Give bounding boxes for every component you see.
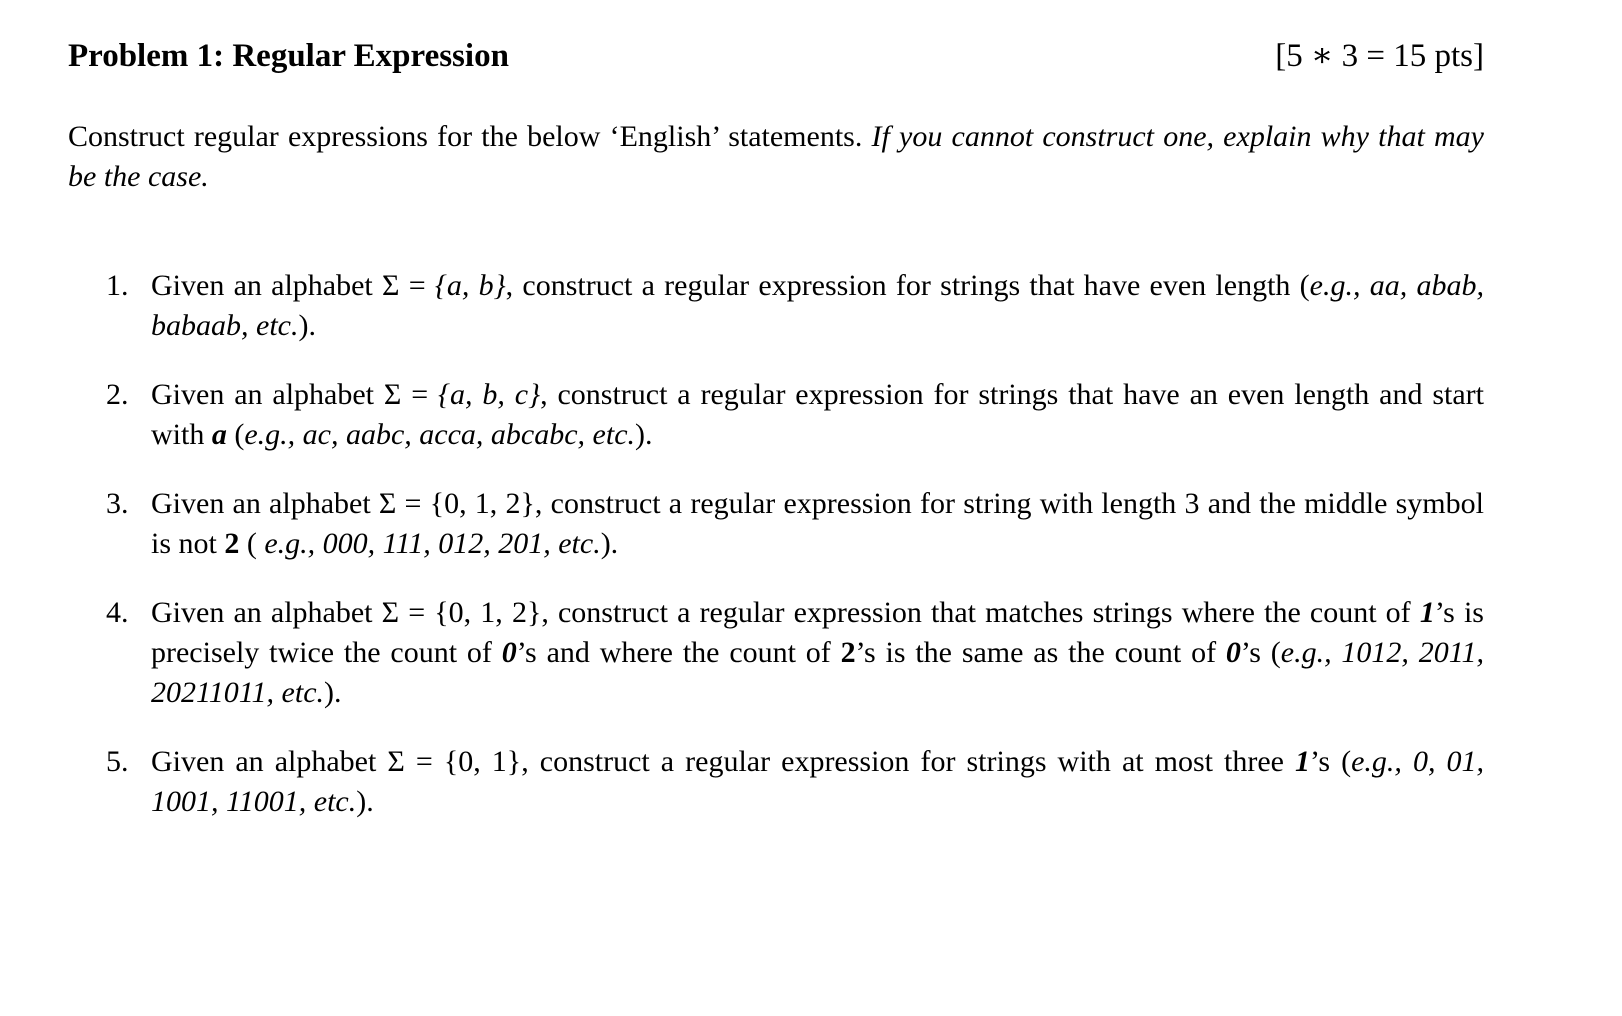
question-body-5: ’s ( <box>1240 636 1281 669</box>
question-item <box>68 375 1484 455</box>
question-example: e.g., 000, 111, 012, 201, etc. <box>264 527 601 560</box>
instructions <box>68 117 1484 197</box>
question-body-2: ’s is precisely twice the count of <box>151 596 1484 669</box>
bold-symbol: 2 <box>224 527 240 560</box>
question-body: , construct a regular expression for strings with at most three <box>521 745 1296 778</box>
question-prefix: Given an alphabet Σ = <box>151 596 435 629</box>
points-label: [5 ∗ 3 = 15 pts] <box>1275 38 1484 74</box>
question-list <box>68 266 1484 851</box>
question-item <box>68 742 1484 822</box>
alphabet-set: {0, 1, 2} <box>429 487 535 520</box>
question-prefix: Given an alphabet Σ = <box>151 269 435 302</box>
question-example: e.g., 0, 01, 1001, 11001, etc. <box>151 745 1484 818</box>
question-body: , construct a regular expression for strings that have an even length and start with <box>151 378 1484 451</box>
question-prefix: Given an alphabet Σ = <box>151 487 430 520</box>
question-example: e.g., ac, aabc, acca, abcabc, etc. <box>244 418 636 451</box>
document-page <box>68 0 1484 1016</box>
question-end: ). <box>324 676 342 709</box>
question-body-3: ’s and where the count of <box>516 636 841 669</box>
question-number: 1. <box>106 269 129 302</box>
alphabet-set: {0, 1} <box>443 745 522 778</box>
question-example: e.g., 1012, 2011, 20211011, etc. <box>151 636 1485 709</box>
question-number: 3. <box>106 487 129 520</box>
question-body-4: ’s is the same as the count of <box>855 636 1226 669</box>
instructions-emphasis: If you cannot construct one, explain why that may be the case. <box>68 120 1484 193</box>
question-end: ). <box>600 527 619 560</box>
question-end: ). <box>356 785 374 818</box>
question-body: , construct a regular expression for strings that have even length ( <box>505 269 1310 302</box>
bold-symbol-one: 1 <box>1419 596 1435 629</box>
question-number: 5. <box>106 745 129 778</box>
problem-title: Problem 1: Regular Expression <box>68 38 509 74</box>
question-end: ). <box>298 309 316 342</box>
question-number: 2. <box>106 378 129 411</box>
question-number: 4. <box>106 596 129 629</box>
question-body-2: ’s ( <box>1310 745 1352 778</box>
alphabet-set: {a, b} <box>434 269 506 302</box>
question-example: e.g., aa, abab, babaab, etc. <box>151 269 1484 342</box>
bold-symbol-zero: 0 <box>501 636 517 669</box>
question-body-2: ( <box>226 418 245 451</box>
bold-symbol-zero-2: 0 <box>1225 636 1241 669</box>
bold-symbol-two: 2 <box>840 636 856 669</box>
bold-symbol: 1 <box>1295 745 1311 778</box>
instructions-text: Construct regular expressions for the below ‘English’ statements. <box>68 120 863 153</box>
question-body: , construct a regular expression that matches strings where the count of <box>541 596 1420 629</box>
problem-header <box>68 34 1484 78</box>
question-end: ). <box>635 418 653 451</box>
question-body-2: ( <box>239 527 265 560</box>
alphabet-set: {a, b, c} <box>438 378 541 411</box>
question-item <box>68 484 1484 564</box>
question-item <box>68 593 1484 713</box>
question-item <box>68 266 1484 346</box>
question-prefix: Given an alphabet Σ = <box>151 378 439 411</box>
question-body: , construct a regular expression for string with length 3 and the middle symbol is not <box>151 487 1484 560</box>
alphabet-set: {0, 1, 2} <box>434 596 542 629</box>
bold-symbol: a <box>211 418 227 451</box>
question-prefix: Given an alphabet Σ = <box>151 745 444 778</box>
